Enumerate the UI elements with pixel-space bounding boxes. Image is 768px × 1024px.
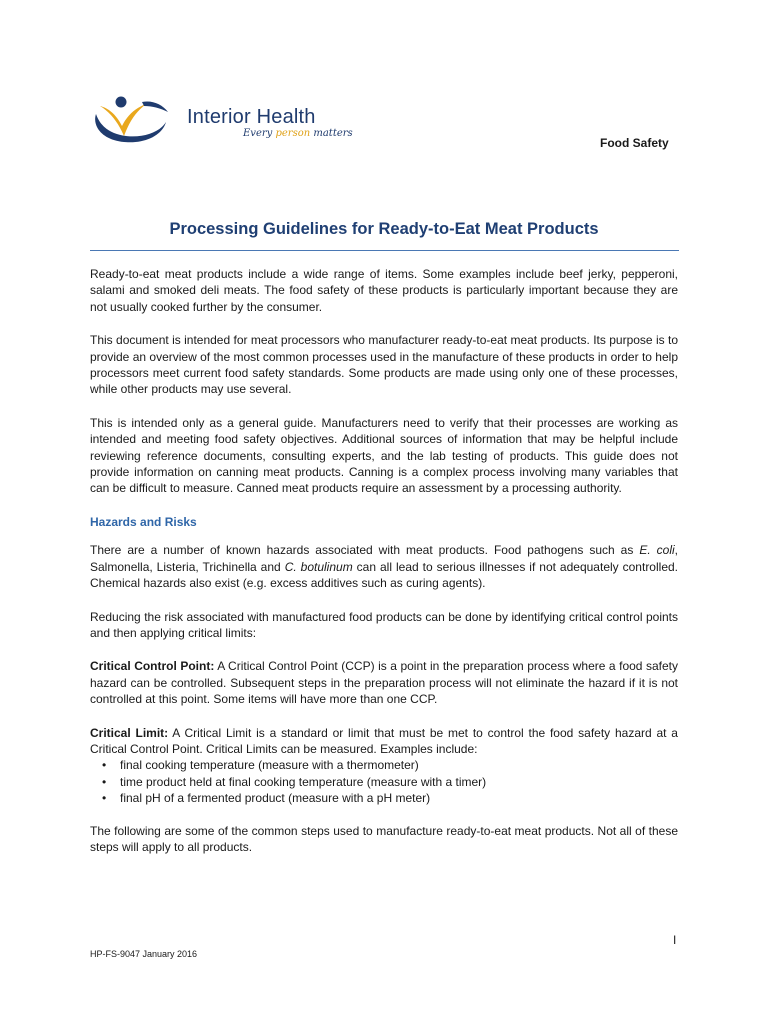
ecoli-term: E. coli (639, 543, 675, 558)
list-item: • time product held at final cooking temperature (measure with a timer) (120, 774, 678, 790)
tagline-part-1: Every (243, 128, 276, 139)
list-item: • final cooking temperature (measure with a thermometer) (120, 757, 678, 773)
list-item: • final pH of a fermented product (measure with a pH meter) (120, 790, 678, 806)
purpose-paragraph: This document is intended for meat processors who manufacturer ready-to-eat meat products. Its purpose is to provide an overview of the most common processes used in the manufacture of these products in order to help processors meet current food safety standards. Some products are made using only one of these processes, while other products may use several. (90, 333, 678, 397)
ccp-paragraph (90, 658, 678, 707)
examples-list (90, 757, 678, 806)
document-id: HP-FS-9047 January 2016 (90, 949, 198, 959)
botulinum-term: C. botulinum (284, 559, 353, 574)
hazards-paragraph (90, 542, 678, 591)
document-body (90, 266, 678, 872)
interior-health-logo-mark (90, 92, 186, 152)
ccp-text: A Critical Control Point (CCP) is a point in the preparation process where a food safety hazard can be controlled. Subsequent steps in the preparation process will not eliminate the hazard if it is not controlled at this point. Some items will have more than one CCP. (90, 659, 678, 707)
hazards-text-c: can all lead to serious illnesses if not adequately controlled. Chemical hazards also exist (e.g. excess additives such as curing agents). (90, 559, 678, 591)
interior-health-logo (90, 92, 353, 152)
section-label: Food Safety (600, 136, 669, 150)
hazards-text-a: There are a number of known hazards associated with meat products. Food pathogens such as (90, 543, 640, 558)
logo-wordmark: Interior Health (187, 106, 316, 128)
hazards-heading: Hazards and Risks (90, 514, 197, 529)
logo-tagline (243, 128, 353, 139)
intro-paragraph: Ready-to-eat meat products include a wide range of items. Some examples include beef jerky, pepperoni, salami and smoked deli meats. The food safety of these products is particularly important because they are not usually cooked further by the consumer. (90, 267, 678, 314)
risk-paragraph: Reducing the risk associated with manufactured food products can be done by identifying critical control points and then applying critical limits: (90, 609, 678, 640)
critical-limit-label: Critical Limit: (90, 725, 169, 740)
tagline-part-3: matters (310, 128, 353, 139)
title-divider (90, 250, 679, 251)
closing-paragraph: The following are some of the common steps used to manufacture ready-to-eat meat products. Not all of these steps will apply to all products. (90, 823, 678, 854)
critical-limit-paragraph (90, 725, 678, 758)
page-number: I (673, 933, 677, 947)
tagline-accent: person (275, 128, 311, 139)
guide-paragraph: This is intended only as a general guide. Manufacturers need to verify that their processes are working as intended and meeting food safety objectives. Additional sources of information that may be helpful include reviewing reference documents, consulting experts, and the lab testing of products. This guide does not provide information on canning meat products. Canning is a complex process involving many variables that can be difficult to measure. Canned meat products require an assessment by a processing authority. (90, 415, 678, 496)
ccp-label: Critical Control Point: (90, 659, 215, 674)
hazards-text-b: , Salmonella, Listeria, Trichinella and (90, 543, 678, 574)
critical-limit-text: A Critical Limit is a standard or limit that must be met to control the food safety hazard at a Critical Control Point. Critical Limits can be measured. Examples include: (90, 725, 678, 756)
page-title: Processing Guidelines for Ready-to-Eat Meat Products (169, 220, 599, 238)
